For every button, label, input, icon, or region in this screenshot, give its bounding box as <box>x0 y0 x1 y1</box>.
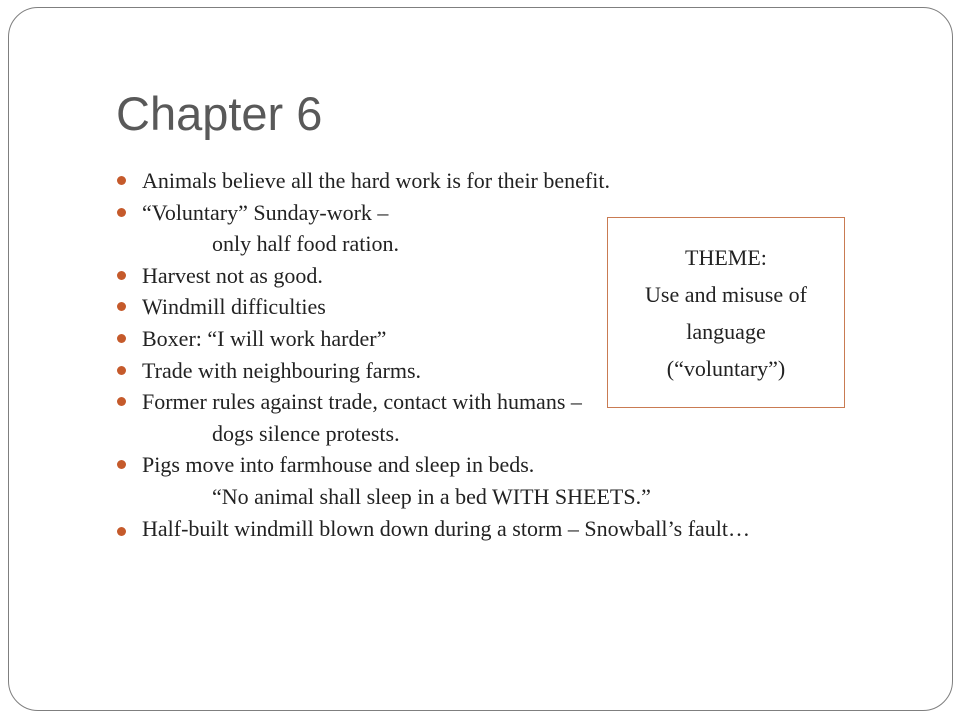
bullet-item: Harvest not as good. <box>116 260 876 292</box>
bullet-item: Boxer: “I will work harder” <box>116 323 876 355</box>
bullet-item: Former rules against trade, contact with humans – <box>116 386 876 418</box>
bullet-item: Half-built windmill blown down during a storm – Snowball’s fault… <box>116 516 876 542</box>
slide-frame <box>8 7 953 711</box>
theme-heading: THEME: <box>685 244 767 270</box>
bullet-item: Windmill difficulties <box>116 291 876 323</box>
theme-line: Use and misuse of <box>645 281 807 307</box>
bullet-item: Trade with neighbouring farms. <box>116 355 876 387</box>
theme-line: language <box>686 318 766 344</box>
theme-line: (“voluntary”) <box>666 355 786 381</box>
bullet-continuation: “No animal shall sleep in a bed WITH SHEETS.” <box>212 483 651 509</box>
bullet-item: “Voluntary” Sunday-work – <box>116 197 876 229</box>
theme-callout-box <box>607 217 845 408</box>
bullet-continuation: dogs silence protests. <box>212 420 400 446</box>
bullet-item: Animals believe all the hard work is for their benefit. <box>116 165 876 197</box>
bullet-continuation: only half food ration. <box>212 231 399 257</box>
slide-title: Chapter 6 <box>116 87 323 140</box>
bullet-item: Pigs move into farmhouse and sleep in beds. <box>116 449 876 481</box>
